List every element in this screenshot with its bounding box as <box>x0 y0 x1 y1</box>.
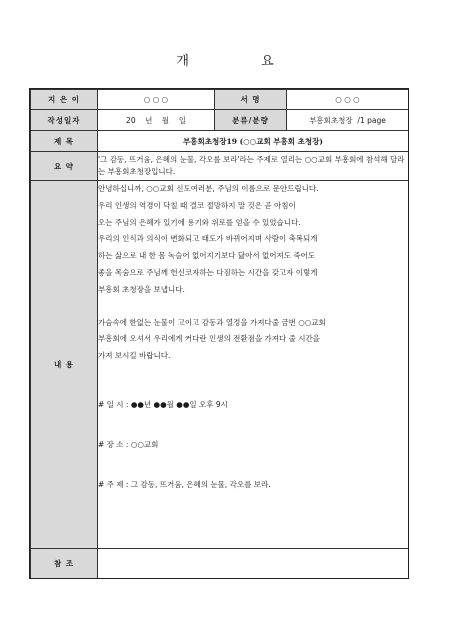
author-label: 지 은 이 <box>31 90 98 110</box>
content-row <box>31 181 409 549</box>
content-line: 하는 삶으로 내 한 몸 녹슬어 없어지기보다 닳아서 없어져도 죽어도 <box>98 251 316 261</box>
summary-row <box>31 152 409 181</box>
reference-row <box>31 549 409 579</box>
signature-label: 서 명 <box>215 90 287 110</box>
page-title: 개 요 <box>176 54 308 69</box>
summary-label: 요 약 <box>31 152 98 181</box>
document-form-table <box>30 89 409 579</box>
summary-value: '그 감동, 뜨거움, 은혜의 눈물, 각오를 보라'라는 주제로 열리는 ○○교회 부흥회에 참석해 달라는 부흥회초청장입니다. <box>98 152 409 181</box>
category-label: 분류/분량 <box>215 110 287 131</box>
content-line: 가져 보시길 바랍니다. <box>98 351 171 361</box>
author-value: ○ ○ ○ <box>98 90 215 110</box>
content-line: 오는 주님의 은혜가 있기에 용기와 위로를 얻을 수 있었습니다. <box>98 217 301 227</box>
event-date: # 일 시 : ●●년 ●●월 ●●일 오후 9시 <box>98 399 228 409</box>
event-theme: # 주 제 : 그 감동, 뜨거움, 은혜의 눈물, 각오를 보라. <box>98 479 271 489</box>
event-place: # 장 소 : ○○교회 <box>98 439 159 449</box>
content-line: 우리의 인식과 의식이 변화되고 태도가 바뀌어지며 사람이 축복되게 <box>98 234 318 244</box>
signature-value: ○ ○ ○ <box>287 90 409 110</box>
content-line: 가슴속에 한없는 눈물이 고이고 감동과 열정을 가져다줄 금번 ○○교회 <box>98 317 326 327</box>
reference-label: 참 조 <box>31 549 98 579</box>
content-line: 부흥회 초청장을 보냅니다. <box>98 284 185 294</box>
content-line: 좋을 목숨으로 주님께 헌신코자하는 다짐하는 시간을 갖고자 이렇게 <box>98 267 318 277</box>
date-value: 20 년 월 일 <box>98 110 215 131</box>
reference-value <box>98 549 409 579</box>
subject-value: 부흥회초청장19 (○○교회 부흥회 초청장) <box>98 131 409 152</box>
subject-row <box>31 131 409 152</box>
content-line: 안녕하십니까, ○○교회 신도여러분, 주님의 이름으로 문안드립니다. <box>98 184 319 193</box>
author-row <box>31 90 409 110</box>
content-label: 내 용 <box>31 181 98 549</box>
content-line: 부흥회에 오셔서 우리에게 커다란 인생의 전환점을 가져다 줄 시간을 <box>98 334 320 344</box>
content-line: 우리 인생의 역경이 닥칠 때 결코 절망하지 말 것은 곧 아침이 <box>98 200 296 210</box>
date-row <box>31 110 409 131</box>
date-label: 작성일자 <box>31 110 98 131</box>
category-value: 부흥회초청장 /1 page <box>287 110 409 131</box>
subject-label: 제 목 <box>31 131 98 152</box>
content-body <box>98 181 409 549</box>
